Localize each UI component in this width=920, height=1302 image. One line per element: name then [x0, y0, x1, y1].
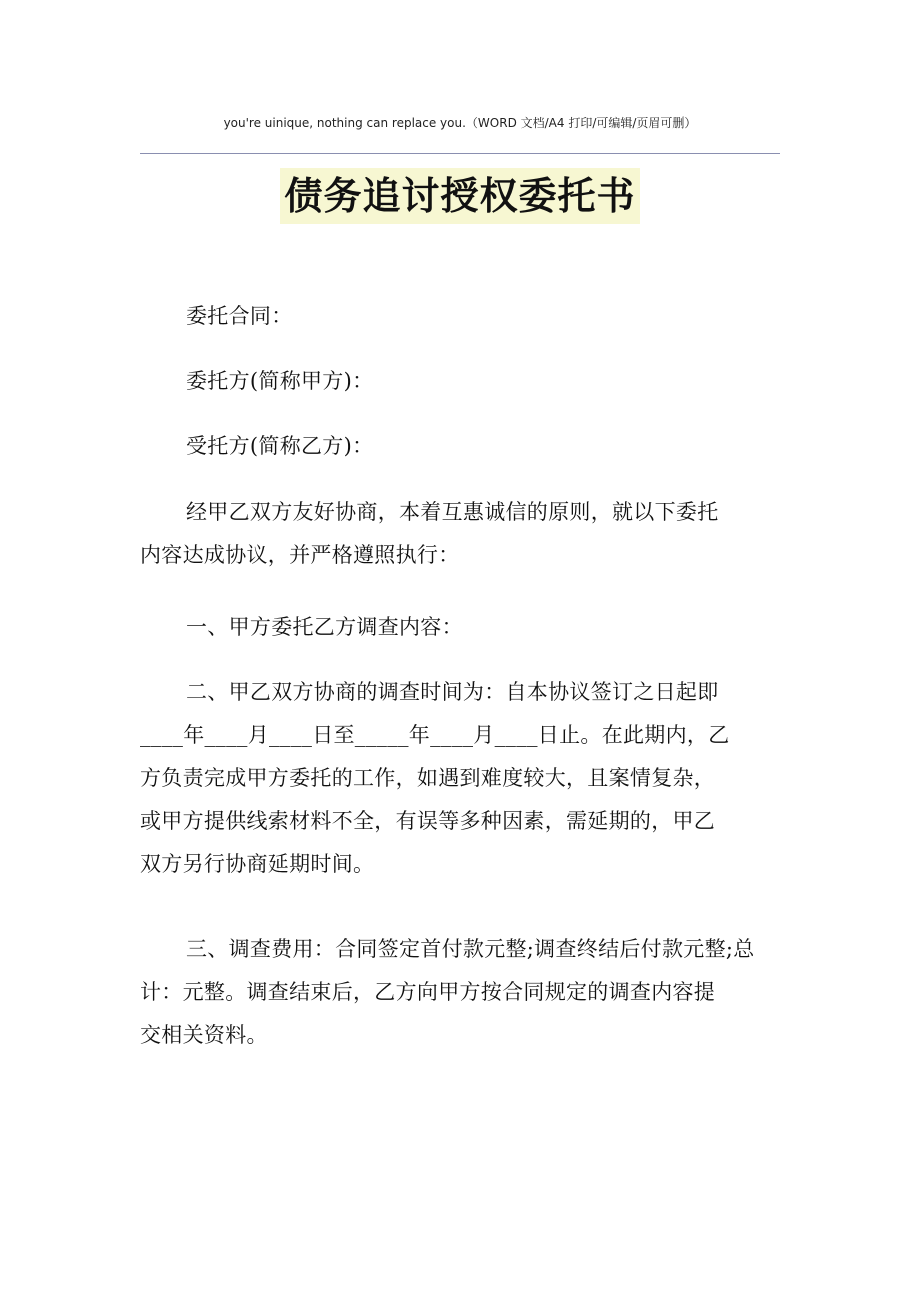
paragraph-clause-2	[140, 671, 780, 886]
paragraph-clause-3	[140, 928, 780, 1057]
title-container	[0, 168, 920, 224]
page-header-text: you're uinique, nothing can replace you.（WORD 文档/A4 打印/可编辑/页眉可删）	[223, 116, 697, 130]
paragraph-line: 或甲方提供线索材料不全，有误等多种因素，需延期的，甲乙	[140, 809, 716, 833]
paragraph-line: ____年____月____日至_____年____月____日止。在此期内，乙	[140, 723, 730, 747]
header-divider	[140, 153, 780, 154]
paragraph-line: 委托合同：	[186, 304, 293, 328]
paragraph-line: 计：元整。调查结束后，乙方向甲方按合同规定的调查内容提	[140, 980, 716, 1004]
document-title: 债务追讨授权委托书	[280, 168, 639, 224]
paragraph-line: 受托方(简称乙方)：	[186, 434, 374, 458]
paragraph-line: 经甲乙双方友好协商，本着互惠诚信的原则，就以下委托	[186, 500, 719, 524]
paragraph-line: 方负责完成甲方委托的工作，如遇到难度较大，且案情复杂，	[140, 766, 716, 790]
paragraph-line: 一、甲方委托乙方调查内容：	[186, 615, 463, 639]
paragraph-agreement-intro	[140, 491, 780, 577]
paragraph-line: 二、甲乙双方协商的调查时间为：自本协议签订之日起即	[186, 680, 719, 704]
paragraph-agent	[140, 425, 780, 468]
paragraph-line: 交相关资料。	[140, 1023, 268, 1047]
paragraph-line: 双方另行协商延期时间。	[140, 852, 375, 876]
paragraph-contract-heading	[140, 295, 780, 338]
paragraph-line: 委托方(简称甲方)：	[186, 369, 374, 393]
paragraph-principal	[140, 360, 780, 403]
paragraph-clause-1	[140, 606, 780, 649]
paragraph-line: 三、调查费用：合同签定首付款元整;调查终结后付款元整;总	[186, 937, 755, 961]
paragraph-line: 内容达成协议，并严格遵照执行：	[140, 543, 460, 567]
